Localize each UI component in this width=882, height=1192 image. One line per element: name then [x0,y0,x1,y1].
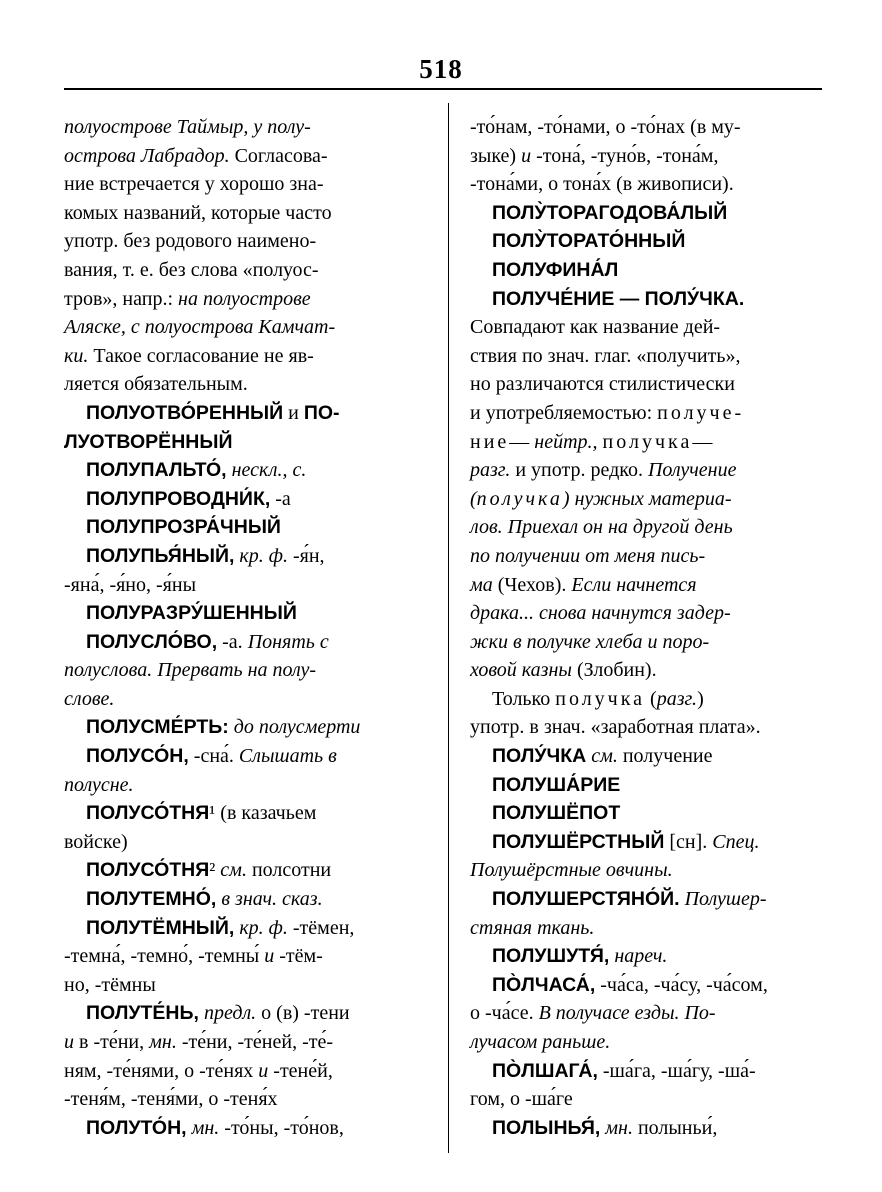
left-column [64,113,418,1142]
text-run: нескл., с. [231,459,307,482]
text-line [470,199,822,228]
headword: ПОЛУША́РИЕ [492,773,621,796]
text-run: полусне. [64,773,134,796]
text-line [64,342,418,371]
text-line [64,742,418,771]
text-line [470,885,822,914]
text-line [64,771,418,800]
text-run: полуслова. Прервать на полу- [64,659,317,682]
text-line [470,1057,822,1086]
text-line [470,456,822,485]
text-run: Только [492,687,556,710]
text-line [64,113,418,142]
text-run: жки в получке хлеба и поро- [470,630,710,653]
text-run: см. [220,859,247,882]
text-line [470,342,822,371]
text-run: -я́н, [287,544,325,567]
text-run: по получении от меня пись- [470,544,706,567]
text-line [470,428,822,457]
text-run: Такое согласование не яв- [88,344,314,367]
text-run: Слышать в [238,745,337,768]
headword: ЛУОТВОРЁННЫЙ [64,430,233,453]
text-run: вания, т. е. без слова «полуос- [64,258,319,281]
right-column [470,113,822,1142]
text-line [470,370,822,399]
text-run: лов. Приехал он на другой день [470,516,733,539]
text-run: о (в) -тени [256,1002,350,1025]
headword: ПОЛУСЛО́ВО, [86,630,218,653]
text-run: мн. [149,1031,177,1053]
text-run: -а. [217,630,248,653]
text-run: в -те́ни, [74,1031,150,1053]
text-run: мн. [605,1116,633,1139]
text-run: о -ча́се. [470,1002,539,1025]
text-line [64,914,418,943]
text-line [470,227,822,256]
headword: ПОЛУПРОВОДНИ́К, [86,487,271,510]
headword: ПОЛУРАЗРУ́ШЕННЫЙ [86,602,297,625]
text-line [64,1028,418,1057]
text-line [64,227,418,256]
text-run: получение [617,745,713,768]
headword: ПОЛУ̀ТОРАГОДОВА́ЛЫЙ [492,201,728,224]
text-line [64,656,418,685]
headword: ПОЛУПЬЯ́НЫЙ, [86,544,235,567]
text-run: и [258,1059,269,1082]
text-run: ма [470,573,493,596]
text-line [64,599,418,628]
headword: ПОЛУТЕМНО́, [86,888,217,911]
headword: ПОЛУТО́Н, [86,1116,187,1139]
text-run: ляется обязательным. [64,373,248,396]
text-line [470,914,822,943]
text-line [470,828,822,857]
headword: ПОЛЫНЬЯ́, [492,1116,601,1139]
text-run: -яна́, -я́но, -я́ны [64,573,197,596]
text-run: получка [555,687,646,710]
text-run: -тёмен, [287,916,355,939]
text-line [64,828,418,857]
text-run: полуострове Таймыр, у полу- [64,116,311,138]
text-line [64,571,418,600]
text-run: Если начнется [571,573,697,596]
text-run: В получасе езды. По- [538,1002,716,1025]
text-run: Аляске, с полуострова Камчат- [64,316,336,339]
text-line [64,1114,418,1143]
text-line [470,742,822,771]
text-run: ) [697,687,704,710]
text-line [64,199,418,228]
headword: ПО̀ЛШАГА́, [492,1059,598,1082]
text-line [64,485,418,514]
text-run: (Злобин). [571,659,657,682]
text-run: получе- [657,401,745,424]
text-run: -тона́, -туно́в, -тона́м, [531,144,719,167]
headword: ПОЛУТЕ́НЬ, [86,1002,199,1025]
text-line [470,713,822,742]
text-run: употр. в знач. «заработная плата». [470,716,761,739]
text-run: стяная ткань. [470,916,595,939]
text-run: острова Лабрадор. [64,144,230,167]
text-run: разг. [656,687,698,710]
text-run: ки. [64,344,89,367]
text-run: ние встречается у хорошо зна- [64,173,324,196]
text-line [470,142,822,171]
text-run: Спец. [712,830,760,853]
text-run: лучасом раньше. [470,1031,611,1053]
text-run: получка [602,430,693,453]
text-line [470,1028,822,1057]
text-line [64,428,418,457]
text-line [64,513,418,542]
headword: ПОЛУФИНА́Л [492,258,619,281]
text-line [64,170,418,199]
text-run: и употребляемостью: [470,401,658,424]
text-line [470,999,822,1028]
headword: ПОЛУ́ЧКА [492,745,587,768]
text-run: Полушер- [684,888,767,911]
text-line [470,571,822,600]
text-line [470,542,822,571]
text-line [64,685,418,714]
text-line [64,256,418,285]
text-run: Согласова- [229,144,328,167]
text-run: полыньи́, [632,1116,718,1139]
text-line [64,713,418,742]
text-run: нейтр., [534,430,598,453]
text-run: -ша́га, -ша́гу, -ша́- [597,1059,756,1082]
text-run: ² [209,859,216,882]
text-line [64,285,418,314]
text-line [64,1085,418,1114]
column-divider [448,103,449,1153]
text-line [470,1085,822,1114]
text-run: -теня́м, -теня́ми, о -теня́х [64,1088,278,1111]
text-run: ¹ [209,802,216,825]
text-run: до полусмерти [233,716,361,739]
text-run: (в казачьем [215,802,317,825]
text-line [64,885,418,914]
text-run: и [64,1031,74,1053]
text-line [64,942,418,971]
text-line [470,256,822,285]
headword: ПОЛУШУТЯ́, [492,945,610,968]
text-run: тров», напр.: [64,287,179,310]
text-run: мн. [191,1116,220,1139]
headword: ПОЛУШЁРСТНЫЙ [492,830,665,853]
text-run: слове. [64,687,115,710]
text-run: ние [470,430,510,453]
text-line [470,971,822,1000]
header-rule [64,88,822,90]
text-run: ховой казны [470,659,572,682]
text-run: ( [470,487,477,510]
text-line [470,799,822,828]
text-line [470,170,822,199]
headword: ПОЛУ̀ТОРАТО́ННЫЙ [492,230,686,253]
text-run: Совпадают как название дей- [470,316,721,339]
text-run: -то́ны, -то́нов, [219,1116,344,1139]
text-run: и [283,401,304,424]
text-run: на полуострове [178,287,311,310]
text-line [64,542,418,571]
text-line [470,771,822,800]
text-line [470,1114,822,1143]
text-run: (Чехов). [492,573,572,596]
text-run: в знач. сказ. [221,888,323,911]
headword: ПОЛУЧЕ́НИЕ — ПОЛУ́ЧКА. [492,287,745,310]
text-run: комых названий, которые часто [64,201,332,224]
text-run: ( [645,687,657,710]
text-line [470,942,822,971]
text-run: -ча́са, -ча́су, -ча́сом, [595,973,768,996]
text-run: но различаются стилистически [470,373,735,396]
text-line [470,313,822,342]
text-run: гом, о -ша́ге [470,1088,573,1111]
text-run: -а [270,487,291,510]
text-run: и употр. редко. [510,459,648,482]
text-line [64,1057,418,1086]
headword: ПОЛУСМЕ́РТЬ: [86,716,229,739]
text-line [470,656,822,685]
text-run: -то́нам, -то́нами, о -то́нах (в му- [470,116,741,138]
headword: ПОЛУШЕРСТЯНО́Й. [492,888,680,911]
text-run: кр. ф. [239,544,288,567]
text-run: и [521,144,532,167]
text-run: разг. [470,459,511,482]
text-run: -те́ни, -те́ней, -те́- [176,1031,334,1053]
text-line [64,999,418,1028]
text-run: -темна́, -темно́, -темны́ [64,945,265,968]
text-line [470,485,822,514]
text-run: и [264,945,275,968]
headword: ПОЛУПАЛЬТО́, [86,459,227,482]
text-run: Понять с [247,630,329,653]
text-line [64,370,418,399]
headword: ПОЛУТЁМНЫЙ, [86,916,235,939]
text-line [470,856,822,885]
text-line [470,599,822,628]
text-run: — [509,430,535,453]
text-run: -тона́ми, о тона́х (в живописи). [470,173,734,196]
text-line [64,856,418,885]
text-run: -сна́. [188,745,239,768]
text-run: употр. без родового наимено- [64,230,317,253]
text-run: ням, -те́нями, о -те́нях [64,1059,259,1082]
text-run: зыке) [470,144,522,167]
text-line [470,513,822,542]
headword: ПОЛУСО́Н, [86,745,189,768]
text-run: получка [476,487,563,510]
text-run: — [692,430,713,453]
page-number: 518 [419,54,463,84]
headword: ПОЛУСО́ТНЯ [86,859,210,882]
text-run: ) нужных материа- [562,487,732,510]
text-run: кр. ф. [239,916,288,939]
text-run: Получение [647,459,737,482]
text-run: полсотни [246,859,332,882]
text-run: нареч. [614,945,668,968]
text-line [470,399,822,428]
text-run: см. [591,745,618,768]
text-line [470,113,822,142]
text-line [470,685,822,714]
text-run: предл. [203,1002,257,1025]
text-run: -тём- [274,945,323,968]
text-line [64,399,418,428]
text-run: но, -тёмны [64,973,156,996]
text-line [470,285,822,314]
headword: ПОЛУОТВО́РЕННЫЙ [86,401,284,424]
text-line [64,628,418,657]
text-run: -тене́й, [268,1059,333,1082]
text-run: ствия по знач. глаг. «получить», [470,344,741,367]
text-line [64,142,418,171]
headword: ПОЛУПРОЗРА́ЧНЫЙ [86,516,281,539]
text-line [64,456,418,485]
text-line [64,971,418,1000]
headword: ПОЛУСО́ТНЯ [86,802,210,825]
text-run: [сн]. [664,830,713,853]
headword: ПО- [303,401,340,424]
headword: ПО̀ЛЧАСА́, [492,973,596,996]
text-run: драка... снова начнутся задер- [470,602,731,625]
text-run: Полушёрстные овчины. [470,859,673,882]
text-line [64,799,418,828]
text-line [470,628,822,657]
headword: ПОЛУШЁПОТ [492,802,621,825]
text-line [64,313,418,342]
text-run: войске) [64,830,128,853]
